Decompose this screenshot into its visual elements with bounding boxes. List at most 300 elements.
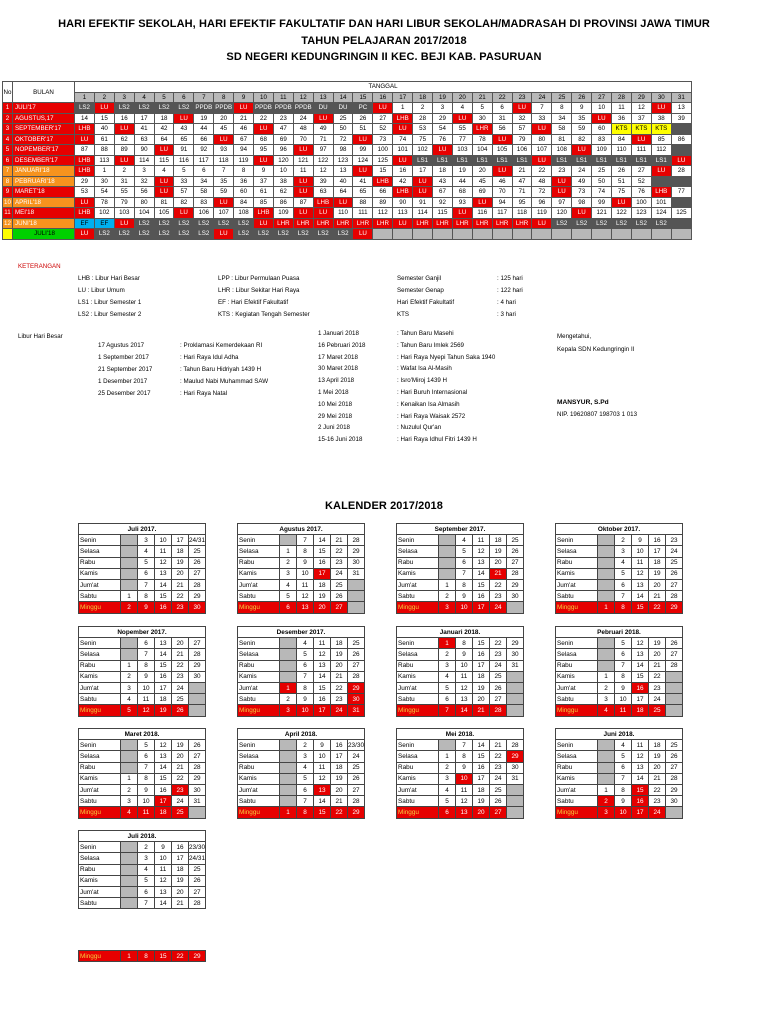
day-cell: 100 <box>631 197 651 208</box>
calendar-day <box>280 762 297 773</box>
calendar-week-row <box>238 796 365 807</box>
day-cell: LHB <box>393 113 413 124</box>
calendar-day: 26 <box>189 875 206 886</box>
calendar-day: 28 <box>666 773 683 784</box>
calendar-day: 7 <box>138 579 155 590</box>
calendar-day: 28 <box>348 671 365 682</box>
day-cell: 96 <box>273 145 293 156</box>
calendar-week-row <box>556 591 683 602</box>
day-cell: 42 <box>154 124 174 135</box>
calendar-week-row <box>79 762 206 773</box>
day-name: Sabtu <box>238 694 280 705</box>
calendar-week-row <box>79 649 206 660</box>
day-cell <box>651 176 671 187</box>
day-cell: 23 <box>273 113 293 124</box>
day-name: Jum'at <box>238 682 280 693</box>
day-header-12: 12 <box>293 92 313 103</box>
day-cell: 37 <box>631 113 651 124</box>
day-name: Sabtu <box>556 694 598 705</box>
day-cell: 103 <box>114 208 134 219</box>
day-cell: LHR <box>472 124 492 135</box>
calendar-day: 8 <box>138 773 155 784</box>
calendar-day: 20 <box>473 694 490 705</box>
keterangan-col1-item: LS2 : Libur Semester 2 <box>78 311 142 318</box>
calendar-day: 13 <box>155 751 172 762</box>
day-cell: LU <box>214 197 234 208</box>
calendar-day: 8 <box>615 671 632 682</box>
signature-name: MANSYUR, S.Pd <box>557 399 609 406</box>
row-no: 11 <box>4 209 11 217</box>
calendar-day: 19 <box>473 682 490 693</box>
calendar-day: 25 <box>172 694 189 705</box>
calendar-week-row <box>79 568 206 579</box>
day-name: Kamis <box>79 568 121 579</box>
calendar-day <box>280 649 297 660</box>
col-bulan-header: BULAN <box>13 82 75 103</box>
day-cell: 41 <box>353 176 373 187</box>
calendar-day: 27 <box>331 602 348 613</box>
day-cell: 10 <box>273 166 293 177</box>
day-cell: LHR <box>452 218 472 229</box>
day-cell: 56 <box>134 187 154 198</box>
holiday-name: : Wafat Isa Al-Masih <box>397 365 452 373</box>
day-cell: 92 <box>433 197 453 208</box>
day-cell: LS1 <box>413 155 433 166</box>
day-cell: 76 <box>433 134 453 145</box>
day-name: Minggu <box>556 807 598 818</box>
day-cell: LS2 <box>174 218 194 229</box>
calendar-day: 17 <box>473 602 490 613</box>
calendar-week-row <box>397 762 524 773</box>
holiday-name: : Hari Raya Natal <box>180 390 228 397</box>
calendar-day: 10 <box>297 568 314 579</box>
keterangan-col3-item: Semester Genap <box>397 287 444 294</box>
day-cell: LHR <box>293 218 313 229</box>
day-name: Rabu <box>397 762 439 773</box>
calendar-day: 3 <box>138 535 155 546</box>
calendar-day: 17 <box>314 568 331 579</box>
day-cell: LHR <box>472 218 492 229</box>
day-cell: 65 <box>174 134 194 145</box>
calendar-day: 26 <box>507 546 524 557</box>
calendar-day: 7 <box>615 773 632 784</box>
calendar-week-row <box>79 751 206 762</box>
calendar-day <box>189 694 206 705</box>
calendar-day: 29 <box>189 773 206 784</box>
day-cell: 105 <box>492 145 512 156</box>
calendar-week-row <box>556 773 683 784</box>
day-cell: LHR <box>373 218 393 229</box>
calendar-day <box>280 784 297 795</box>
day-cell: 125 <box>671 208 691 219</box>
calendar-day: 25 <box>348 762 365 773</box>
day-cell: LU <box>532 124 552 135</box>
calendar-day: 29 <box>348 807 365 818</box>
day-cell: LS2 <box>134 218 154 229</box>
row-month: PEBRUARI'18 <box>13 176 75 187</box>
calendar-day: 12 <box>155 740 172 751</box>
day-header-29: 29 <box>631 92 651 103</box>
calendar-day <box>280 660 297 671</box>
calendar-week-row <box>238 705 365 716</box>
calendar-day: 14 <box>473 568 490 579</box>
day-cell: LS2 <box>612 218 632 229</box>
day-name: Jum'at <box>79 579 121 590</box>
calendar-day <box>598 546 615 557</box>
calendar-month-title: Agustus 2017. <box>238 524 365 535</box>
day-cell: 17 <box>413 166 433 177</box>
day-cell: 55 <box>114 187 134 198</box>
calendar-week-row <box>238 546 365 557</box>
day-cell: 118 <box>512 208 532 219</box>
day-cell: LS2 <box>631 218 651 229</box>
day-cell: PPDB <box>195 104 213 112</box>
row-no: 6 <box>3 155 13 166</box>
calendar-day: 19 <box>172 740 189 751</box>
day-name: Senin <box>556 638 598 649</box>
month-row <box>3 134 692 145</box>
day-cell: 47 <box>512 176 532 187</box>
calendar-day: 15 <box>473 638 490 649</box>
calendar-day: 28 <box>666 660 683 671</box>
calendar-day: 23 <box>666 535 683 546</box>
day-cell: 91 <box>174 145 194 156</box>
calendar-month-title: Desember 2017. <box>238 627 365 638</box>
day-cell: LU <box>572 145 592 156</box>
day-cell: 4 <box>452 103 472 114</box>
calendar-day: 25 <box>189 546 206 557</box>
calendar-day: 12 <box>155 557 172 568</box>
day-cell: 76 <box>631 187 651 198</box>
holiday-name: : Tahun Baru Masehi <box>397 330 454 337</box>
row-no: 3 <box>3 124 13 135</box>
month-calendar <box>555 523 683 614</box>
calendar-day <box>280 751 297 762</box>
row-no: 10 <box>4 198 11 206</box>
day-cell: 115 <box>433 208 453 219</box>
day-cell: 50 <box>592 176 612 187</box>
calendar-day: 8 <box>138 660 155 671</box>
day-cell <box>671 218 691 229</box>
calendar-day: 14 <box>314 796 331 807</box>
calendar-week-row <box>556 660 683 671</box>
calendar-day: 29 <box>666 602 683 613</box>
calendar-day: 4 <box>138 864 155 875</box>
keterangan-col1-item: LU : Libur Umum <box>78 287 125 294</box>
day-header-4: 4 <box>134 92 154 103</box>
calendar-day: 13 <box>632 649 649 660</box>
day-cell: LU <box>413 176 433 187</box>
day-cell: LHR <box>333 218 353 229</box>
calendar-day: 9 <box>138 602 155 613</box>
month-calendar <box>78 626 206 717</box>
day-cell: 23 <box>552 166 572 177</box>
calendar-day: 5 <box>280 591 297 602</box>
day-cell: 11 <box>612 103 632 114</box>
month-row <box>3 155 692 166</box>
calendar-month-title: September 2017. <box>397 524 524 535</box>
calendar-day: 9 <box>138 671 155 682</box>
day-cell: 14 <box>75 113 95 124</box>
calendar-day: 5 <box>121 705 138 716</box>
calendar-day <box>121 864 138 875</box>
day-cell: LU <box>373 103 393 114</box>
day-cell: LHB <box>393 187 413 198</box>
calendar-day <box>507 784 524 795</box>
day-name: Rabu <box>556 557 598 568</box>
day-cell: 93 <box>452 197 472 208</box>
calendar-day: 14 <box>632 591 649 602</box>
day-cell: 33 <box>174 176 194 187</box>
day-cell: LHB <box>254 208 274 219</box>
day-cell: 19 <box>194 113 214 124</box>
day-cell: 104 <box>134 208 154 219</box>
calendar-day: 12 <box>297 591 314 602</box>
day-cell: 107 <box>214 208 234 219</box>
day-cell: 27 <box>631 166 651 177</box>
day-header-16: 16 <box>373 92 393 103</box>
day-cell: PC <box>353 103 373 114</box>
day-cell: 116 <box>472 208 492 219</box>
calendar-day <box>507 682 524 693</box>
day-header-14: 14 <box>333 92 353 103</box>
calendar-week-row <box>79 864 206 875</box>
calendar-day: 24 <box>331 568 348 579</box>
calendar-day: 6 <box>297 660 314 671</box>
calendar-day: 9 <box>456 591 473 602</box>
calendar-day <box>121 875 138 886</box>
day-cell: 81 <box>552 134 572 145</box>
calendar-day: 29 <box>666 784 683 795</box>
day-name: Jum'at <box>556 579 598 590</box>
calendar-week-row <box>397 579 524 590</box>
calendar-day <box>666 807 683 818</box>
calendar-day: 20 <box>649 579 666 590</box>
month-row <box>3 229 692 240</box>
row-no: 5 <box>3 145 13 156</box>
calendar-day: 5 <box>138 740 155 751</box>
day-cell: 80 <box>134 197 154 208</box>
calendar-day: 30 <box>348 694 365 705</box>
day-cell: 124 <box>651 208 671 219</box>
day-cell: 122 <box>612 208 632 219</box>
calendar-week-row <box>79 591 206 602</box>
day-cell: LU <box>254 218 274 229</box>
day-cell: 89 <box>373 197 393 208</box>
calendar-day: 24 <box>490 773 507 784</box>
calendar-week-row <box>238 535 365 546</box>
day-cell: LHR <box>313 218 333 229</box>
calendar-month-title: Januari 2018. <box>397 627 524 638</box>
day-cell: 117 <box>492 208 512 219</box>
day-cell: 85 <box>651 134 671 145</box>
calendar-day: 12 <box>155 875 172 886</box>
day-cell: 40 <box>333 176 353 187</box>
day-cell: 67 <box>433 187 453 198</box>
holiday-date: 1 Desember 2017 <box>98 378 148 385</box>
day-cell: 5 <box>174 166 194 177</box>
calendar-day: 26 <box>666 568 683 579</box>
holiday-date: 10 Mei 2018 <box>318 400 353 408</box>
calendar-day: 8 <box>297 807 314 818</box>
calendar-day <box>280 535 297 546</box>
day-cell: 38 <box>273 176 293 187</box>
calendar-week-row <box>238 773 365 784</box>
calendar-day: 26 <box>172 705 189 716</box>
day-header-24: 24 <box>532 92 552 103</box>
day-cell: 22 <box>532 166 552 177</box>
calendar-day: 12 <box>632 638 649 649</box>
day-name: Rabu <box>556 762 598 773</box>
day-cell: 32 <box>512 113 532 124</box>
holiday-date: 1 September 2017 <box>98 354 149 361</box>
calendar-day: 8 <box>615 602 632 613</box>
calendar-week-row <box>397 796 524 807</box>
day-cell: 8 <box>234 166 254 177</box>
day-cell: LHB <box>313 197 333 208</box>
day-cell: 48 <box>532 176 552 187</box>
calendar-day: 25 <box>490 784 507 795</box>
day-name: Senin <box>238 638 280 649</box>
day-cell: 30 <box>472 113 492 124</box>
calendar-day: 23 <box>490 762 507 773</box>
calendar-day: 23 <box>331 694 348 705</box>
calendar-day: 21 <box>331 796 348 807</box>
calendar-day: 27 <box>189 751 206 762</box>
calendar-day: 27 <box>666 579 683 590</box>
day-cell: 72 <box>333 134 353 145</box>
calendar-day: 2 <box>121 784 138 795</box>
day-cell: 51 <box>612 176 632 187</box>
day-cell: LHB <box>373 176 393 187</box>
day-cell: 110 <box>333 208 353 219</box>
calendar-day: 19 <box>649 568 666 579</box>
calendar-day: 20 <box>172 751 189 762</box>
calendar-day <box>507 705 524 716</box>
day-cell: LS2 <box>592 218 612 229</box>
day-cell: 3 <box>134 166 154 177</box>
day-cell: LU <box>174 208 194 219</box>
month-calendar <box>237 523 365 614</box>
calendar-day: 22 <box>649 671 666 682</box>
holiday-date: 13 April 2018 <box>318 377 355 385</box>
keterangan-col4-item: : 122 hari <box>497 287 523 294</box>
calendar-day: 17 <box>155 796 172 807</box>
day-name: Jum'at <box>238 579 280 590</box>
calendar-day: 7 <box>138 649 155 660</box>
calendar-day: 27 <box>189 568 206 579</box>
calendar-month-title: Juli 2017. <box>79 524 206 535</box>
day-cell: 61 <box>254 187 274 198</box>
calendar-week-row <box>397 638 524 649</box>
day-cell: EF <box>75 218 95 229</box>
effective-days-table <box>2 81 692 240</box>
day-cell: LU <box>174 113 194 124</box>
calendar-day <box>507 602 524 613</box>
day-header-31: 31 <box>671 92 691 103</box>
day-cell: 73 <box>373 134 393 145</box>
day-cell: 15 <box>94 113 114 124</box>
day-cell <box>671 197 691 208</box>
day-cell <box>671 229 691 240</box>
calendar-week-row <box>79 694 206 705</box>
day-name: Sabtu <box>79 796 121 807</box>
day-name: Senin <box>79 535 121 546</box>
calendar-week-row <box>556 740 683 751</box>
day-cell: 108 <box>234 208 254 219</box>
calendar-day: 11 <box>615 705 632 716</box>
day-cell: 44 <box>452 176 472 187</box>
day-name: Sabtu <box>79 898 121 909</box>
calendar-day: 21 <box>172 579 189 590</box>
day-name: Sabtu <box>79 591 121 602</box>
day-cell: 102 <box>94 208 114 219</box>
day-cell: 49 <box>572 176 592 187</box>
july-2018-sunday-row <box>78 950 206 962</box>
day-header-9: 9 <box>234 92 254 103</box>
month-row <box>3 124 692 135</box>
day-cell: LU <box>353 166 373 177</box>
day-cell: LU <box>492 134 512 145</box>
calendar-day: 9 <box>297 557 314 568</box>
day-cell: 94 <box>234 145 254 156</box>
calendar-day: 1 <box>121 951 138 962</box>
day-cell: 125 <box>373 155 393 166</box>
calendar-week-row <box>397 682 524 693</box>
day-name: Selasa <box>556 751 598 762</box>
day-cell: 86 <box>273 197 293 208</box>
calendar-week-row <box>556 579 683 590</box>
day-cell: 70 <box>492 187 512 198</box>
day-name: Selasa <box>238 649 280 660</box>
calendar-week-row <box>238 807 365 818</box>
day-cell: 2 <box>413 103 433 114</box>
calendar-day: 2 <box>121 602 138 613</box>
day-cell: LS2 <box>572 218 592 229</box>
calendar-day: 11 <box>632 557 649 568</box>
day-name: Rabu <box>238 557 280 568</box>
calendar-day: 28 <box>348 535 365 546</box>
holiday-date: 1 Mei 2018 <box>318 389 349 396</box>
calendar-week-row <box>79 740 206 751</box>
calendar-day: 22 <box>172 591 189 602</box>
day-cell: 123 <box>333 155 353 166</box>
day-name: Rabu <box>238 762 280 773</box>
day-cell: 91 <box>413 197 433 208</box>
calendar-day: 14 <box>473 740 490 751</box>
calendar-day: 1 <box>121 660 138 671</box>
calendar-day <box>598 579 615 590</box>
day-cell: 42 <box>393 176 413 187</box>
calendar-day: 28 <box>348 796 365 807</box>
day-cell: LS2 <box>333 229 353 240</box>
day-cell: 36 <box>612 113 632 124</box>
header-line3: SD NEGERI KEDUNGRINGIN II KEC. BEJI KAB. PASURUAN <box>226 51 542 63</box>
day-cell: LU <box>353 229 373 240</box>
calendar-day: 10 <box>615 807 632 818</box>
day-cell: LS1 <box>572 155 592 166</box>
day-cell: 35 <box>214 176 234 187</box>
day-cell: DU <box>313 103 333 114</box>
calendar-day: 23 <box>649 796 666 807</box>
day-cell: LS2 <box>75 103 95 114</box>
day-cell: 99 <box>353 145 373 156</box>
day-cell: 112 <box>651 145 671 156</box>
day-name: Selasa <box>556 649 598 660</box>
day-name: Kamis <box>238 773 280 784</box>
calendar-week-row <box>556 705 683 716</box>
calendar-day: 27 <box>348 660 365 671</box>
